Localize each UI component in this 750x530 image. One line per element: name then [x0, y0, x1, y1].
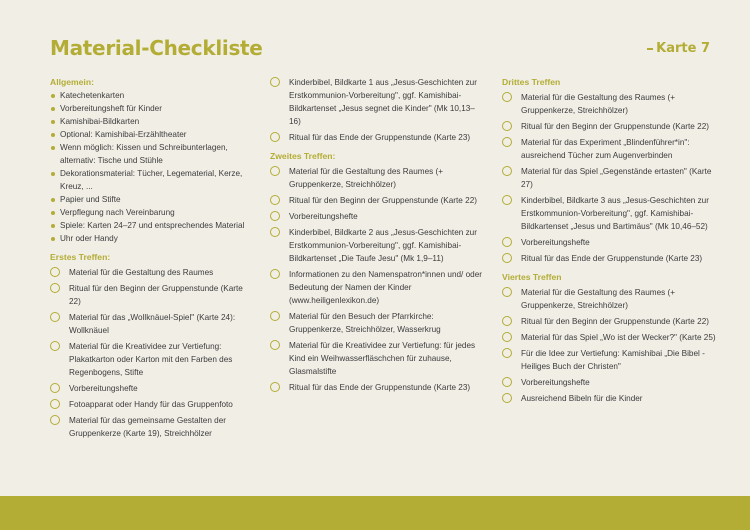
checklist-item-text: Ritual für das Ende der Gruppenstunde (Karte 23): [521, 254, 703, 263]
checklist-item-text: Informationen zu den Namenspatron*innen und/ oder Bedeutung der Namen der Kinder (www.heiligenlexikon.de): [289, 270, 482, 305]
checklist-item: [502, 165, 717, 191]
checklist-item-text: Material für das Experiment „Blindenführer*in": ausreichend Tücher zum Augenverbinden: [521, 138, 690, 160]
checklist-item-text: Ritual für das Ende der Gruppenstunde (Karte 23): [289, 383, 471, 392]
checkbox-circle[interactable]: [502, 121, 512, 131]
checkbox-circle[interactable]: [270, 269, 280, 279]
column-right: [502, 76, 717, 408]
checklist-item: [50, 282, 255, 308]
checkbox-circle[interactable]: [502, 195, 512, 205]
checklist-item: [270, 194, 485, 207]
checklist-item: [502, 347, 717, 373]
checkbox-circle[interactable]: [270, 311, 280, 321]
checklist-drittes: [502, 91, 717, 265]
checklist-item-text: Ritual für den Beginn der Gruppenstunde (Karte 22): [289, 196, 477, 205]
checkbox-circle[interactable]: [50, 283, 60, 293]
checklist-item: [270, 131, 485, 144]
checklist-item: [270, 210, 485, 223]
checkbox-circle[interactable]: [502, 377, 512, 387]
checkbox-circle[interactable]: [50, 267, 60, 277]
checkbox-circle[interactable]: [502, 332, 512, 342]
list-item: Verpflegung nach Vereinbarung: [50, 206, 255, 219]
checklist-item-text: Material für das „Wollknäuel-Spiel" (Karte 24): Wollknäuel: [69, 313, 236, 335]
checklist-zweites: [270, 165, 485, 394]
checkbox-circle[interactable]: [270, 227, 280, 237]
checklist-item: [50, 382, 255, 395]
checkbox-circle[interactable]: [270, 166, 280, 176]
list-item: Katechetenkarten: [50, 89, 255, 102]
checklist-item-text: Vorbereitungshefte: [289, 212, 358, 221]
page-title: Material-Checkliste: [50, 36, 263, 60]
card-number: Karte 7: [656, 41, 710, 56]
checkbox-circle[interactable]: [50, 312, 60, 322]
checklist-item: [502, 392, 717, 405]
checklist-item-text: Material für die Kreatividee zur Vertiefung: Plakatkarton oder Karton mit den Farben des Regenbogens, Stifte: [69, 342, 233, 377]
checkbox-circle[interactable]: [50, 399, 60, 409]
checklist-item: [502, 194, 717, 233]
checklist-item-text: Vorbereitungshefte: [521, 378, 590, 387]
checklist-item: [502, 376, 717, 389]
checklist-item: [502, 286, 717, 312]
checklist-item: [502, 136, 717, 162]
card-label: [647, 41, 710, 56]
checkbox-circle[interactable]: [502, 237, 512, 247]
checkbox-circle[interactable]: [50, 415, 60, 425]
checklist-item: [50, 340, 255, 379]
checklist-item-text: Ritual für den Beginn der Gruppenstunde (Karte 22): [69, 284, 243, 306]
checklist-item: [502, 91, 717, 117]
checklist-item: [270, 310, 485, 336]
checkbox-circle[interactable]: [270, 195, 280, 205]
checklist-item: [502, 315, 717, 328]
checklist-item-text: Kinderbibel, Bildkarte 1 aus „Jesus-Geschichten zur Erstkommunion-Vorbereitung", ggf. Kamishibai-Bildkartenset „Jesus segnet die Kinder" (Mk 10,13–16): [289, 78, 477, 126]
checklist-item: [50, 414, 255, 440]
checkbox-circle[interactable]: [270, 77, 280, 87]
checkbox-circle[interactable]: [502, 253, 512, 263]
list-item: Uhr oder Handy: [50, 232, 255, 245]
checklist-item: [270, 165, 485, 191]
checkbox-circle[interactable]: [502, 137, 512, 147]
column-middle: [270, 76, 485, 397]
checklist-item-text: Ritual für das Ende der Gruppenstunde (Karte 23): [289, 133, 471, 142]
list-item: Kamishibai-Bildkarten: [50, 115, 255, 128]
checklist-item: [270, 381, 485, 394]
footer-band: [0, 496, 750, 530]
list-item: Dekorationsmaterial: Tücher, Legematerial, Kerze, Kreuz, ...: [50, 167, 255, 193]
checkbox-circle[interactable]: [502, 393, 512, 403]
checkbox-circle[interactable]: [502, 287, 512, 297]
column-left: [50, 76, 255, 443]
checkbox-circle[interactable]: [502, 348, 512, 358]
checklist-item: [270, 339, 485, 378]
section-heading-erstes: Erstes Treffen:: [50, 252, 111, 262]
checklist-item: [270, 268, 485, 307]
checklist-item-text: Für die Idee zur Vertiefung: Kamishibai „Die Bibel - Heiliges Buch der Christen": [521, 349, 705, 371]
list-item: Papier und Stifte: [50, 193, 255, 206]
checklist-item: [502, 236, 717, 249]
checklist-item: [502, 331, 717, 344]
list-item: Spiele: Karten 24–27 und entsprechendes Material: [50, 219, 255, 232]
checklist-item-text: Material für die Gestaltung des Raumes (+ Gruppenkerze, Streichhölzer): [521, 93, 676, 115]
checklist-item-text: Material für die Gestaltung des Raumes: [69, 268, 214, 277]
checklist-item-text: Material für die Kreatividee zur Vertiefung: für jedes Kind ein Weihwasserfläschchen für zuhause, Glasmalstifte: [289, 341, 476, 376]
section-heading-viertes: Viertes Treffen: [502, 272, 562, 282]
checkbox-circle[interactable]: [502, 316, 512, 326]
checklist-item: [270, 76, 485, 128]
checklist-item-text: Vorbereitungshefte: [521, 238, 590, 247]
dash-icon: [647, 48, 653, 50]
bullet-list-allgemein: [50, 89, 255, 245]
checkbox-circle[interactable]: [270, 132, 280, 142]
checklist-item-text: Ritual für den Beginn der Gruppenstunde (Karte 22): [521, 317, 709, 326]
checklist-item-text: Ausreichend Bibeln für die Kinder: [521, 394, 643, 403]
checklist-item-text: Material für das Spiel „Gegenstände ertasten" (Karte 27): [521, 167, 712, 189]
list-item: Vorbereitungsheft für Kinder: [50, 102, 255, 115]
checkbox-circle[interactable]: [270, 211, 280, 221]
checkbox-circle[interactable]: [50, 341, 60, 351]
checkbox-circle[interactable]: [270, 340, 280, 350]
checklist-item-text: Ritual für den Beginn der Gruppenstunde (Karte 22): [521, 122, 709, 131]
checkbox-circle[interactable]: [50, 383, 60, 393]
section-heading-zweites: Zweites Treffen:: [270, 151, 336, 161]
checkbox-circle[interactable]: [502, 166, 512, 176]
checklist-item-text: Fotoapparat oder Handy für das Gruppenfoto: [69, 400, 233, 409]
checklist-item: [50, 311, 255, 337]
section-heading-drittes: Drittes Treffen: [502, 77, 561, 87]
checklist-item-text: Material für das gemeinsame Gestalten der Gruppenkerze (Karte 19), Streichhölzer: [69, 416, 227, 438]
checklist-item-text: Material für die Gestaltung des Raumes (+ Gruppenkerze, Streichhölzer): [521, 288, 676, 310]
list-item: Optional: Kamishibai-Erzähltheater: [50, 128, 255, 141]
checklist-item: [270, 226, 485, 265]
checkbox-circle[interactable]: [270, 382, 280, 392]
checklist-item: [50, 398, 255, 411]
checklist-item-text: Vorbereitungshefte: [69, 384, 138, 393]
checklist-item-text: Material für den Besuch der Pfarrkirche: Gruppenkerze, Streichhölzer, Wasserkrug: [289, 312, 441, 334]
checklist-item: [50, 266, 255, 279]
checklist-item: [502, 252, 717, 265]
checklist-item-text: Material für das Spiel „Wo ist der Wecker?" (Karte 25): [521, 333, 716, 342]
checklist-erstes: [50, 266, 255, 440]
section-heading-allgemein: Allgemein:: [50, 77, 94, 87]
checklist-item-text: Kinderbibel, Bildkarte 3 aus „Jesus-Geschichten zur Erstkommunion-Vorbereitung", ggf. Kamishibai-Bildkartenset „Jesus und Bartimäus" (Mk 10,46–52): [521, 196, 709, 231]
checklist-erstes-continued: [270, 76, 485, 144]
checklist-item: [502, 120, 717, 133]
checkbox-circle[interactable]: [502, 92, 512, 102]
list-item: Wenn möglich: Kissen und Schreibunterlagen, alternativ: Tische und Stühle: [50, 141, 255, 167]
checklist-item-text: Material für die Gestaltung des Raumes (+ Gruppenkerze, Streichhölzer): [289, 167, 444, 189]
checklist-item-text: Kinderbibel, Bildkarte 2 aus „Jesus-Geschichten zur Erstkommunion-Vorbereitung", ggf. Kamishibai-Bildkartenset „Die Taufe Jesu" (Mk 1,9–11): [289, 228, 477, 263]
checklist-viertes: [502, 286, 717, 405]
